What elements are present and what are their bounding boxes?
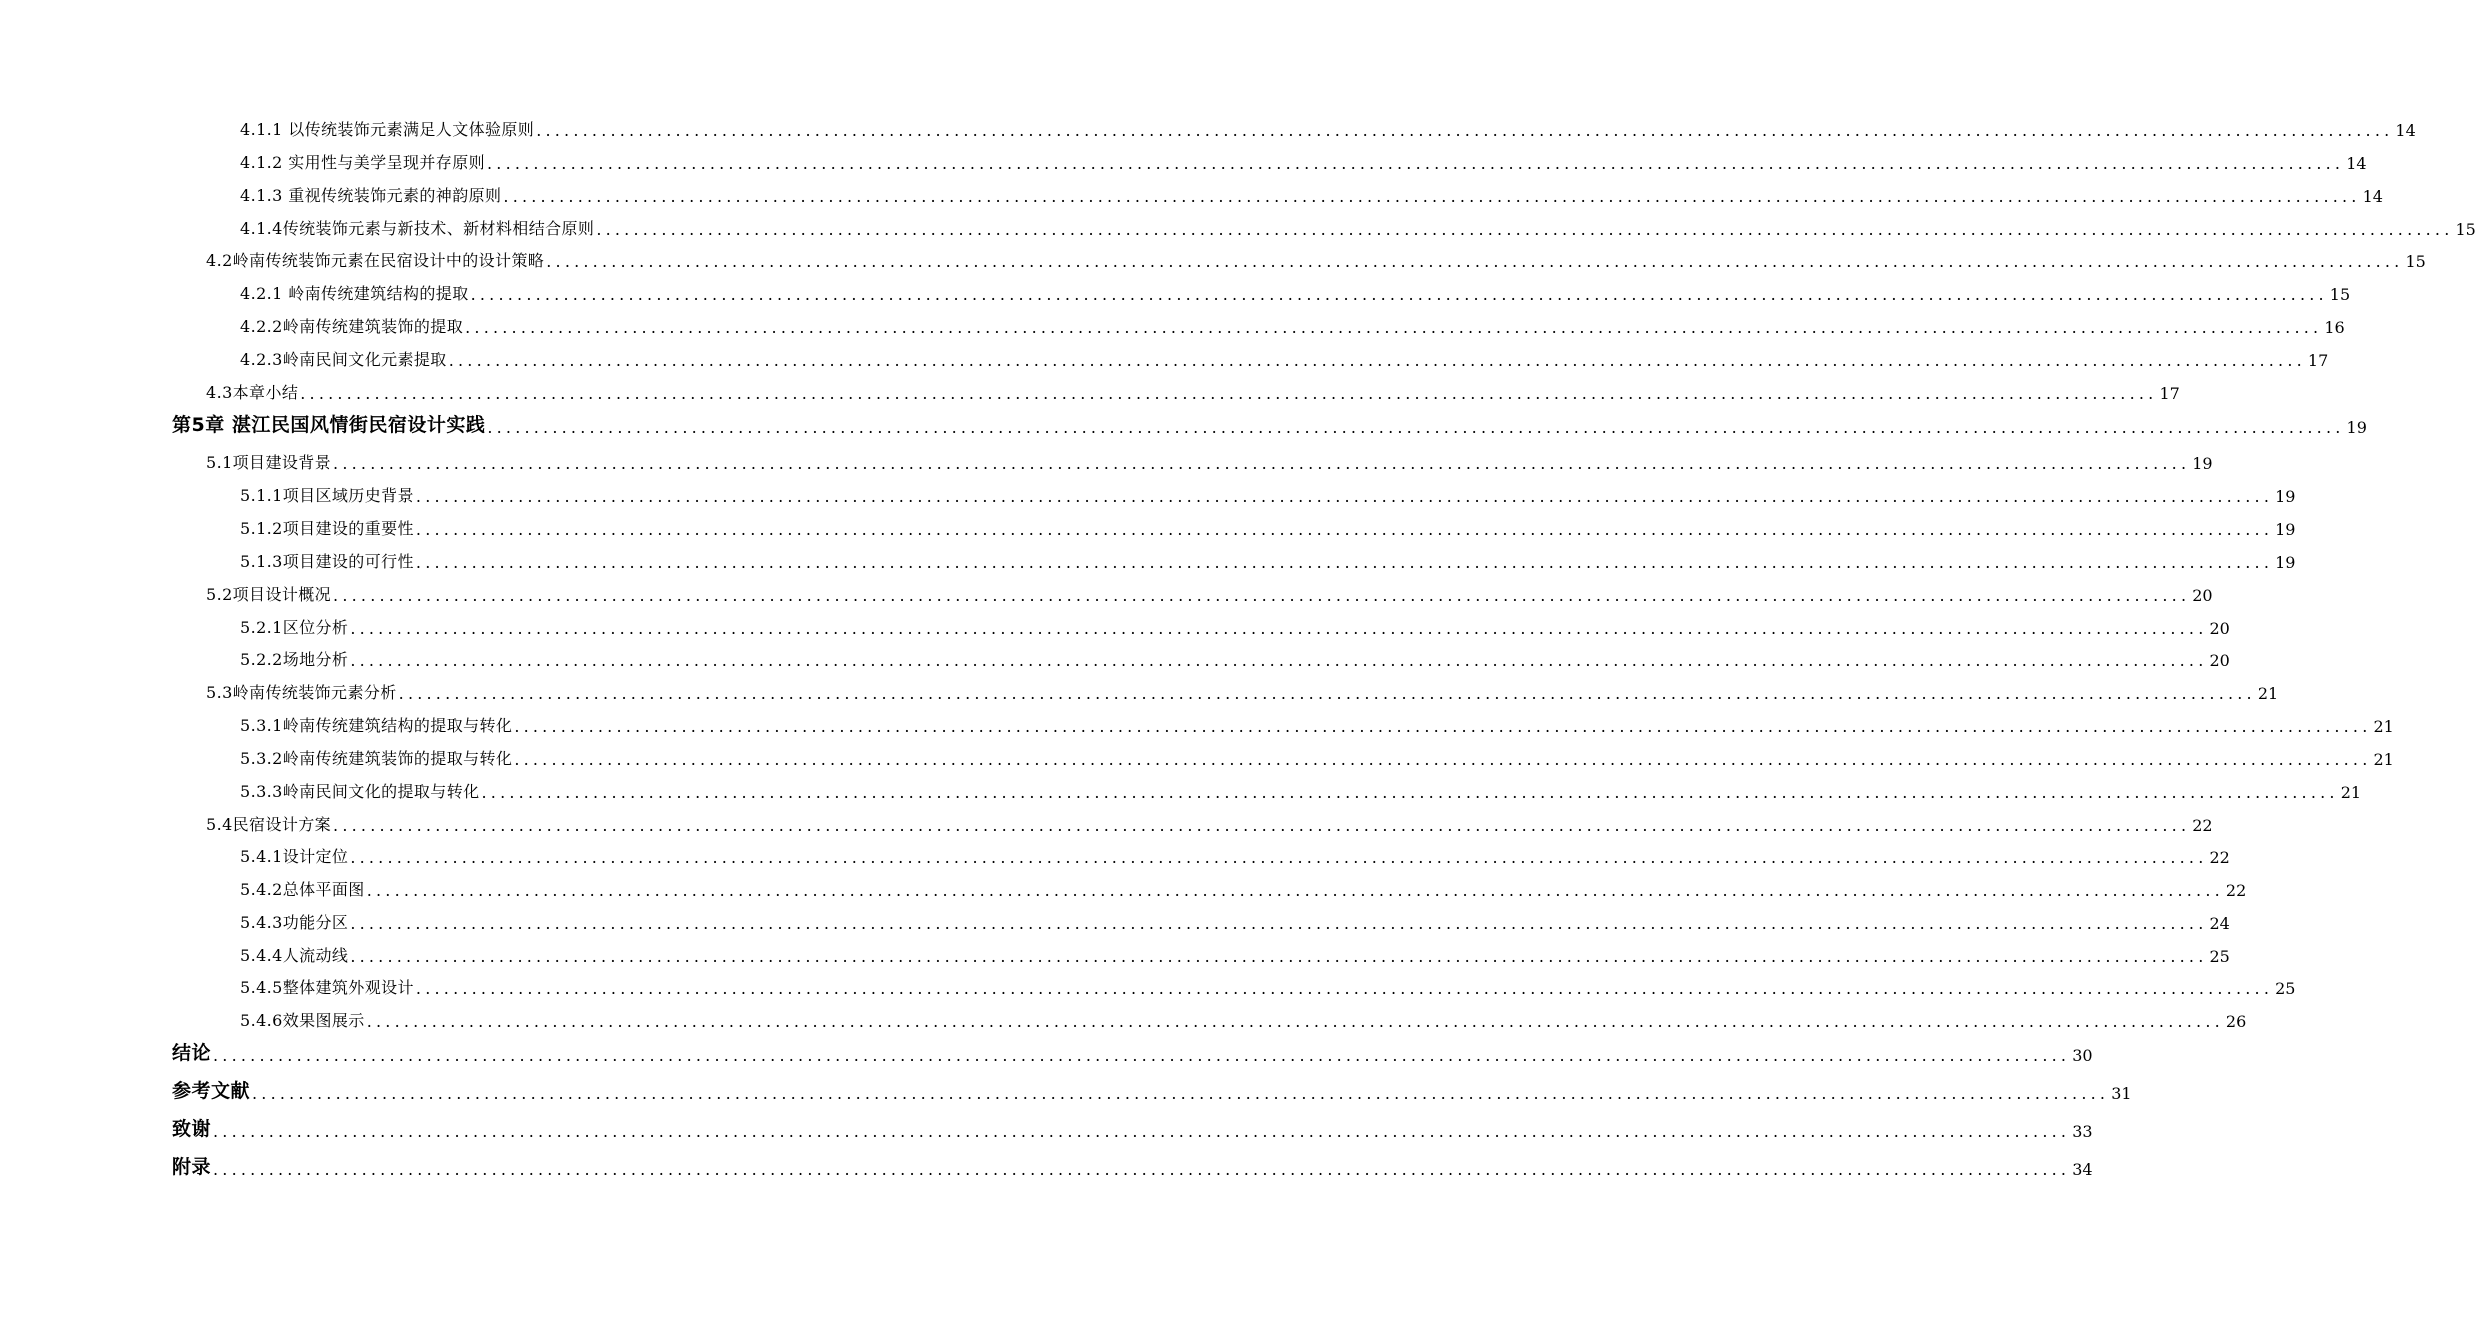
toc-entry[interactable] <box>0 608 2230 638</box>
toc-entry[interactable] <box>0 673 2279 703</box>
toc-entry-page-number: 21 <box>2257 684 2279 703</box>
toc-entry-title: 4.1.4传统装饰元素与新技术、新材料相结合原则 <box>240 219 595 238</box>
toc-entry-page-number: 15 <box>2455 220 2476 239</box>
toc-leader-dots: ........................................................................................................................................................................................................ <box>398 684 2256 703</box>
toc-entry[interactable] <box>0 143 2367 173</box>
toc-entry-title: 4.1.1 以传统装饰元素满足人文体验原则 <box>240 120 535 139</box>
toc-leader-dots: ........................................................................................................................................................................................................ <box>333 816 2191 835</box>
toc-entry-title: 结论 <box>172 1042 212 1064</box>
toc-entry-title: 5.3.1岭南传统建筑结构的提取与转化 <box>240 716 513 735</box>
toc-entry[interactable] <box>0 274 2351 304</box>
toc-leader-dots: ........................................................................................................................................................................................................ <box>487 154 2345 173</box>
toc-leader-dots: ........................................................................................................................................................................................................ <box>350 947 2208 966</box>
toc-entry-page-number: 16 <box>2324 318 2345 337</box>
toc-entry[interactable] <box>0 209 2476 239</box>
toc-entry-page-number: 26 <box>2225 1012 2247 1031</box>
toc-leader-dots: ........................................................................................................................................................................................................ <box>213 1160 2071 1179</box>
toc-entry-title: 附录 <box>172 1156 212 1178</box>
toc-entry-page-number: 17 <box>2159 384 2180 403</box>
toc-leader-dots: ........................................................................................................................................................................................................ <box>536 121 2394 140</box>
toc-leader-dots: ........................................................................................................................................................................................................ <box>333 454 2191 473</box>
toc-entry-title: 4.3本章小结 <box>206 383 299 402</box>
toc-entry[interactable] <box>0 373 2180 403</box>
toc-leader-dots: ........................................................................................................................................................................................................ <box>415 520 2274 539</box>
toc-entry-page-number: 14 <box>2346 154 2367 173</box>
toc-entry-page-number: 22 <box>2225 881 2247 900</box>
toc-entry[interactable] <box>0 176 2383 206</box>
toc-entry[interactable] <box>0 509 2296 539</box>
toc-entry[interactable] <box>0 706 2394 736</box>
toc-entry[interactable] <box>0 936 2230 966</box>
toc-entry-page-number: 19 <box>2275 520 2296 539</box>
toc-leader-dots: ........................................................................................................................................................................................................ <box>333 586 2191 605</box>
toc-entry-title: 5.3岭南传统装饰元素分析 <box>206 683 397 702</box>
toc-entry-title: 第5章 湛江民国风情街民宿设计实践 <box>172 414 486 436</box>
toc-entry[interactable] <box>0 307 2345 337</box>
toc-entry-title: 5.4.5整体建筑外观设计 <box>240 978 414 997</box>
toc-entry-title: 5.4民宿设计方案 <box>206 815 332 834</box>
toc-entry-page-number: 24 <box>2209 914 2230 933</box>
toc-entry-page-number: 21 <box>2340 783 2362 802</box>
toc-entry[interactable] <box>0 1001 2247 1031</box>
toc-entry[interactable] <box>0 837 2230 867</box>
toc-entry[interactable] <box>0 110 2416 140</box>
toc-leader-dots: ........................................................................................................................................................................................................ <box>252 1084 2110 1103</box>
toc-entry-title: 5.2.1区位分析 <box>240 618 349 637</box>
toc-entry-page-number: 30 <box>2072 1046 2093 1065</box>
toc-entry-page-number: 17 <box>2307 351 2329 370</box>
toc-entry-title: 4.2.2岭南传统建筑装饰的提取 <box>240 317 464 336</box>
toc-entry[interactable] <box>0 1111 2093 1141</box>
toc-entry-title: 5.4.1设计定位 <box>240 847 349 866</box>
toc-leader-dots: ........................................................................................................................................................................................................ <box>514 750 2372 769</box>
toc-entry-title: 5.4.2总体平面图 <box>240 880 365 899</box>
toc-entry-page-number: 19 <box>2346 418 2367 437</box>
toc-entry-page-number: 25 <box>2209 947 2230 966</box>
toc-entry[interactable] <box>0 407 2367 437</box>
toc-entry-page-number: 19 <box>2192 454 2213 473</box>
toc-entry-title: 4.1.3 重视传统装饰元素的神韵原则 <box>240 186 502 205</box>
toc-leader-dots: ........................................................................................................................................................................................................ <box>213 1046 2071 1065</box>
toc-entry[interactable] <box>0 870 2247 900</box>
toc-entry[interactable] <box>0 1035 2093 1065</box>
toc-entry[interactable] <box>0 805 2213 835</box>
toc-entry-title: 5.1.1项目区域历史背景 <box>240 486 414 505</box>
toc-entry[interactable] <box>0 772 2362 802</box>
toc-entry[interactable] <box>0 443 2213 473</box>
toc-entry-page-number: 20 <box>2209 619 2230 638</box>
toc-entry[interactable] <box>0 1073 2132 1103</box>
toc-entry[interactable] <box>0 1149 2093 1179</box>
toc-entry-page-number: 20 <box>2209 651 2230 670</box>
toc-entry-title: 5.2.2场地分析 <box>240 650 349 669</box>
toc-leader-dots: ........................................................................................................................................................................................................ <box>350 651 2208 670</box>
toc-leader-dots: ........................................................................................................................................................................................................ <box>415 553 2274 572</box>
toc-entry-title: 5.1.3项目建设的可行性 <box>240 552 414 571</box>
toc-entry[interactable] <box>0 476 2296 506</box>
toc-entry[interactable] <box>0 903 2230 933</box>
toc-leader-dots: ........................................................................................................................................................................................................ <box>596 220 2454 239</box>
toc-leader-dots: ........................................................................................................................................................................................................ <box>514 717 2372 736</box>
toc-entry-title: 4.2.3岭南民间文化元素提取 <box>240 350 447 369</box>
toc-leader-dots: ........................................................................................................................................................................................................ <box>415 979 2274 998</box>
toc-leader-dots: ........................................................................................................................................................................................................ <box>350 619 2208 638</box>
toc-entry-page-number: 22 <box>2192 816 2213 835</box>
toc-entry-page-number: 14 <box>2362 187 2383 206</box>
toc-entry-title: 5.3.3岭南民间文化的提取与转化 <box>240 782 480 801</box>
toc-leader-dots: ........................................................................................................................................................................................................ <box>366 1012 2224 1031</box>
toc-entry-title: 5.4.6效果图展示 <box>240 1011 365 1030</box>
toc-entry-page-number: 22 <box>2209 848 2230 867</box>
toc-leader-dots: ........................................................................................................................................................................................................ <box>213 1122 2071 1141</box>
toc-leader-dots: ........................................................................................................................................................................................................ <box>546 252 2404 271</box>
toc-entry-title: 5.1项目建设背景 <box>206 453 332 472</box>
toc-entry[interactable] <box>0 340 2329 370</box>
toc-leader-dots: ........................................................................................................................................................................................................ <box>503 187 2361 206</box>
toc-leader-dots: ........................................................................................................................................................................................................ <box>448 351 2306 370</box>
toc-entry-page-number: 20 <box>2192 586 2213 605</box>
toc-entry-page-number: 15 <box>2405 252 2426 271</box>
toc-entry-page-number: 31 <box>2111 1084 2132 1103</box>
toc-entry[interactable] <box>0 575 2213 605</box>
toc-entry[interactable] <box>0 968 2296 998</box>
toc-entry-title: 5.3.2岭南传统建筑装饰的提取与转化 <box>240 749 513 768</box>
toc-entry-title: 4.2岭南传统装饰元素在民宿设计中的设计策略 <box>206 251 545 270</box>
toc-leader-dots: ........................................................................................................................................................................................................ <box>366 881 2224 900</box>
toc-entry-title: 致谢 <box>172 1118 212 1140</box>
toc-entry-title: 5.4.4人流动线 <box>240 946 349 965</box>
toc-entry-page-number: 15 <box>2329 285 2351 304</box>
toc-entry-page-number: 14 <box>2395 121 2416 140</box>
toc-leader-dots: ........................................................................................................................................................................................................ <box>350 914 2208 933</box>
toc-entry-page-number: 33 <box>2072 1122 2093 1141</box>
toc-entry-title: 5.4.3功能分区 <box>240 913 349 932</box>
toc-entry[interactable] <box>0 640 2230 670</box>
toc-leader-dots: ........................................................................................................................................................................................................ <box>487 418 2345 437</box>
toc-entry-page-number: 21 <box>2373 750 2394 769</box>
toc-entry[interactable] <box>0 241 2426 271</box>
toc-leader-dots: ........................................................................................................................................................................................................ <box>300 384 2158 403</box>
toc-entry-title: 4.2.1 岭南传统建筑结构的提取 <box>240 284 469 303</box>
toc-leader-dots: ........................................................................................................................................................................................................ <box>350 848 2208 867</box>
toc-entry-title: 参考文献 <box>172 1080 251 1102</box>
toc-leader-dots: ........................................................................................................................................................................................................ <box>470 285 2328 304</box>
toc-entry-title: 5.2项目设计概况 <box>206 585 332 604</box>
toc-entry-page-number: 19 <box>2275 553 2296 572</box>
toc-entry-page-number: 21 <box>2373 717 2394 736</box>
toc-leader-dots: ........................................................................................................................................................................................................ <box>481 783 2339 802</box>
toc-entry[interactable] <box>0 542 2296 572</box>
toc-entry-title: 5.1.2项目建设的重要性 <box>240 519 414 538</box>
toc-leader-dots: ........................................................................................................................................................................................................ <box>415 487 2274 506</box>
toc-entry-page-number: 19 <box>2275 487 2296 506</box>
toc-entry[interactable] <box>0 739 2394 769</box>
toc-entry-page-number: 34 <box>2072 1160 2093 1179</box>
toc-entry-page-number: 25 <box>2275 979 2296 998</box>
toc-entry-title: 4.1.2 实用性与美学呈现并存原则 <box>240 153 485 172</box>
toc-leader-dots: ........................................................................................................................................................................................................ <box>465 318 2323 337</box>
